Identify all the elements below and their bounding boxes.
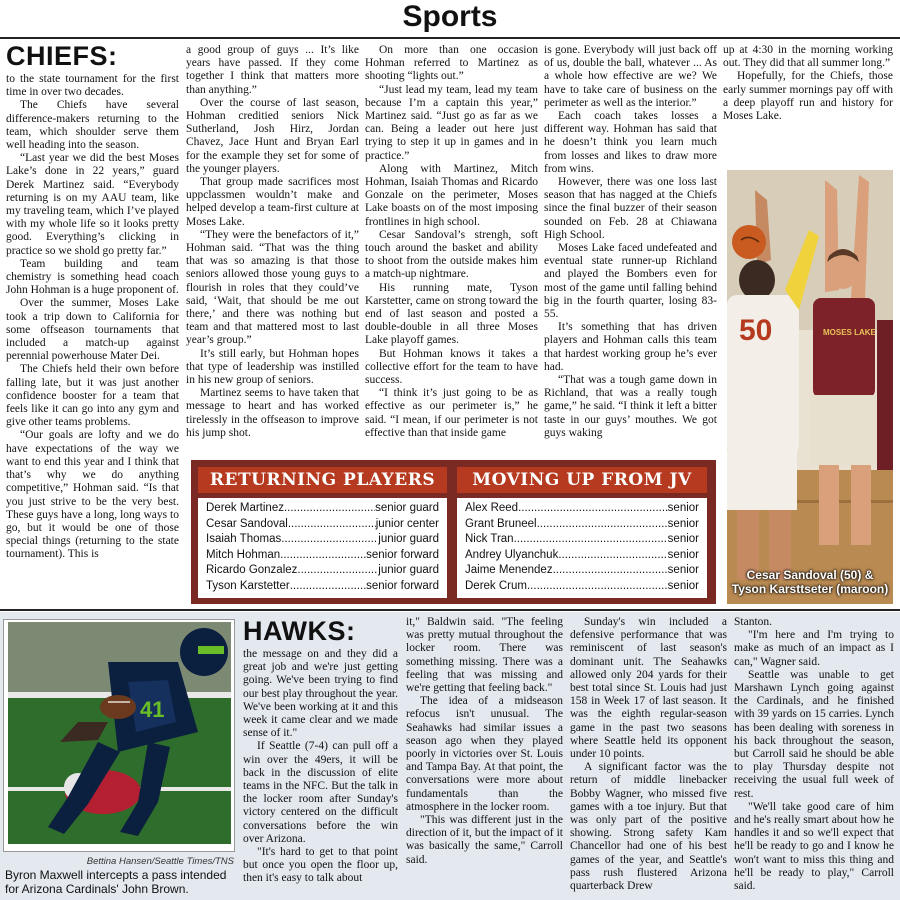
article-paragraph: Over the course of last season, Hohman creditied seniors Nick Sutherland, Josh Hirz, Jordan Chavez, Jace Hunt and Bryan Earl for the example they set for some of the younger players. <box>186 96 359 175</box>
player-position: senior <box>667 548 699 561</box>
player-name: Andrey Ulyanchuk <box>465 548 559 561</box>
chiefs-column-3 <box>365 44 538 454</box>
hawks-column-4 <box>734 616 894 896</box>
player-position: junior guard <box>378 564 439 576</box>
leader-dots <box>537 517 668 533</box>
roster-row <box>206 548 439 564</box>
hawks-column-2 <box>406 616 563 896</box>
player-name: Isaiah Thomas <box>206 533 282 545</box>
article-paragraph: A significant factor was the return of middle linebacker Bobby Wagner, who missed five games with a toe injury. But that was only part of the positive showing. Strong safety Kam Chancellor had one of his best games of the year, and Seattle's pass rush flustered Arizona quarterback Drew <box>570 761 727 893</box>
player-position: senior guard <box>375 502 439 514</box>
player-name: Alex Reed <box>465 502 519 514</box>
roster-row <box>206 532 439 548</box>
roster-row <box>465 563 699 579</box>
article-paragraph: Each coach takes losses a different way. Hohman has said that he doesn’t think you learn much from losses and likes to draw more from wins. <box>544 110 717 175</box>
player-name: Derek Martinez <box>206 502 284 514</box>
article-paragraph: “Just lead my team, lead my team because I’m a captain this year,” Martinez said. “Just go as far as we can. Being a leader out here just trying to step it up in games and in practice.” <box>365 83 538 162</box>
hawks-column-1 <box>243 616 398 896</box>
article-paragraph: The idea of a midseason refocus isn't unusual. The Seahawks had similar issues a season ago when they played poorly in victories over St. Louis and Tampa Bay. At that point, the conversations were more about fundamentals than the atmosphere in the locker room. <box>406 695 563 813</box>
roster-box <box>191 460 716 604</box>
hawks-column-3 <box>570 616 727 896</box>
article-paragraph: The Chiefs have several difference-makers returning to the team, which shoulder serve them well heading into the season. <box>6 99 179 152</box>
article-paragraph: Stanton. <box>734 616 773 628</box>
article-paragraph: Cesar Sandoval’s strengh, soft touch around the basket and ability to shoot from the outside makes him a match-up nightmare. <box>365 228 538 281</box>
article-paragraph: “They were the benefactors of it,” Hohman said. “That was the thing that was so amazing is that those seniors allowed those young guys to flourish in roles that they could’ve said, ‘Wait, that should be me out there,’ and there was nothing but team and that mattered most to last year’s group.” <box>186 228 359 347</box>
player-name: Grant Bruneel <box>465 517 537 530</box>
article-paragraph: is gone. Everybody will just back off of us, double the ball, whatever ... As a whole how effective are we? We have to take care of business on the perimeter as well as the interior.” <box>544 44 717 109</box>
article-paragraph: “That was a tough game down in Richland, that was a really tough game,” he said. “I think it left a bitter taste in our guys’ mouthes. We got guys waking <box>544 374 717 439</box>
article-paragraph: But Hohman knows it takes a collective effort for the team to have success. <box>365 347 538 387</box>
leader-dots <box>280 548 366 564</box>
article-paragraph: Sunday's win included a defensive performance that was reminiscent of last season's dominant unit. The Seahawks allowed only 204 yards for their best total since St. Louis had just 158 in Week 17 of last season. It was the eighth regular-season game in the past two seasons where Seattle held its opponent under 10 points. <box>570 616 727 761</box>
article-paragraph: up at 4:30 in the morning working out. They did that all summer long.” <box>723 44 893 70</box>
article-paragraph: “Last year we did the best Moses Lake’s done in 22 years,” guard Derek Martinez said. “Everybody returning is on my AAU team, like my traveling team, which I’ve played with my whole life so it looks pretty good. Everything’s clicking in practice so we shold go pretty far.” <box>6 152 179 257</box>
article-paragraph: Along with Martinez, Mitch Hohman, Isaiah Thomas and Ricardo Gonzale on the perimeter, Moses Lake boasts on of the most imposing frontlines in high school. <box>365 162 538 228</box>
article-paragraph: Team building and team chemistry is something head coach John Hohman is a huge proponent of. <box>6 257 179 297</box>
roster-row <box>206 579 439 595</box>
roster-row <box>465 517 699 533</box>
article-paragraph: "It's hard to get to that point but once you open the floor up, then it's easy to talk about <box>243 846 398 885</box>
leader-dots <box>553 563 668 579</box>
leader-dots <box>558 548 667 564</box>
moving-up-heading: MOVING UP FROM JV <box>457 467 707 493</box>
leader-dots <box>527 579 668 595</box>
leader-dots <box>518 501 668 517</box>
player-position: senior <box>667 533 699 545</box>
leader-dots <box>514 532 668 548</box>
article-paragraph: Seattle was unable to get Marshawn Lynch going against the Cardinals, and he finished with 39 yards on 15 carries. Lynch has been dealing with soreness in his back throughout the season, but Carroll said he should be able to play Thursday despite not receiving the usual full week of rest. <box>734 668 894 800</box>
article-paragraph: "I'm here and I'm trying to make as much of an impact as I can," Wagner said. <box>734 629 894 668</box>
moving-up-list <box>457 498 707 598</box>
chiefs-column-2 <box>186 44 359 454</box>
article-paragraph: "We'll take good care of him and he's really smart about how he handles it and so we'll expect that he'll be ready to go and I know he won't want to miss this thing and he'll be ready to play," Carroll said. <box>734 800 894 893</box>
player-position: senior <box>667 579 699 592</box>
jersey-number-50: 50 <box>739 314 773 347</box>
player-position: senior forward <box>366 548 439 561</box>
chiefs-photo-caption-line1: Cesar Sandoval (50) & <box>746 568 874 582</box>
article-paragraph: On more than one occasion Hohman referred to Martinez as shooting “lights out.” <box>365 44 538 83</box>
article-paragraph: That group made sacrifices most uppclassmen wouldn’t make and helped develop a team-first culture at Moses Lake. <box>186 176 359 228</box>
roster-row <box>465 501 699 517</box>
hawks-football-photo <box>8 622 231 844</box>
article-paragraph: “Our goals are lofty and we do have expectations of the way we want to end this year and I think that that’s why we do anything competitive,” Hohman said. “Is that you just strive to be the very best. These guys have a long, long ways to go, but it would be one of those special things (returning to the state tournament). This is <box>6 429 179 561</box>
player-position: junior guard <box>378 533 439 545</box>
maroon-jersey-text: MOSES LAKE <box>823 328 876 337</box>
hawks-photo-caption: Byron Maxwell intercepts a pass intended for Arizona Cardinals' John Brown. <box>5 868 227 896</box>
player-name: Derek Crum <box>465 579 527 592</box>
player-position: junior center <box>375 517 439 530</box>
player-name: Tyson Karstetter <box>206 579 290 592</box>
roster-row <box>206 517 439 533</box>
section-divider <box>0 609 900 611</box>
chiefs-basketball-photo <box>727 170 893 604</box>
article-paragraph: a good group of guys ... It’s like years have passed. If they come together I think that matters more than anything.” <box>186 44 359 96</box>
roster-row <box>465 548 699 564</box>
article-paragraph: His running mate, Tyson Karstetter, came on strong toward the end of last season and posted a double-double in all three Moses Lake playoff games. <box>365 281 538 347</box>
chiefs-photo-caption <box>727 568 893 596</box>
article-paragraph: If Seattle (7-4) can pull off a win over the 49ers, it will be back in the discussion of elite teams in the NFC. But the talk in the locker room after Sunday's victory centered on the difficult conversations before the win over Arizona. <box>243 740 398 845</box>
chiefs-photo-caption-line2: Tyson Karsttseter (maroon) <box>731 582 889 596</box>
chiefs-kicker: CHIEFS: <box>6 41 118 71</box>
top-divider <box>0 37 900 39</box>
article-paragraph: "This was different just in the direction of it, but the impact of it was basically the same," Carroll said. <box>406 814 563 866</box>
article-paragraph: However, there was one loss last season that has nagged at the Chiefs since the final buzzer of their season sounded on Feb. 28 at Chiawana High School. <box>544 176 717 241</box>
hawks-kicker: HAWKS: <box>243 616 356 646</box>
jersey-number-41: 41 <box>140 697 165 722</box>
leader-dots <box>297 563 378 579</box>
player-name: Jaime Menendez <box>465 564 553 576</box>
hawks-photo-credit: Bettina Hansen/Seattle Times/TNS <box>86 856 234 867</box>
leader-dots <box>288 517 376 533</box>
roster-row <box>465 532 699 548</box>
chiefs-column-1 <box>6 41 179 601</box>
article-paragraph: Martinez seems to have taken that message to heart and has worked tirelessly in the offseason to improve his jump shot. <box>186 387 359 439</box>
player-name: Nick Tran <box>465 533 514 545</box>
chiefs-column-5 <box>723 44 893 144</box>
player-position: senior <box>667 564 699 576</box>
football-scene-illustration <box>8 622 231 844</box>
returning-players-list <box>198 498 447 598</box>
leader-dots <box>281 532 378 548</box>
article-paragraph: It’s something that has driven players and Hohman calls this team that hardest working group he’s ever had. <box>544 321 717 373</box>
section-title: Sports <box>402 0 498 33</box>
article-paragraph: Hopefully, for the Chiefs, those early summer mornings pay off with a deep playoff run and history for Moses Lake. <box>723 70 893 123</box>
article-paragraph: it," Baldwin said. "The feeling was pretty mutual throughout the locker room. There was something missing. There was a feeling that was missing and we're getting that feeling back." <box>406 616 563 695</box>
player-name: Cesar Sandoval <box>206 517 288 530</box>
roster-row <box>465 579 699 595</box>
article-paragraph: to the state tournament for the first time in over two decades. <box>6 73 179 99</box>
chiefs-column-4 <box>544 44 717 454</box>
article-paragraph: It’s still early, but Hohman hopes that type of leadership was instilled in his new group of seniors. <box>186 347 359 387</box>
player-position: senior <box>667 517 699 530</box>
article-paragraph: Moses Lake faced undefeated and eventual state runner-up Richland and played the Bombers even for most of the game until falling behind big in the fourth quarter, losing 83-55. <box>544 242 717 321</box>
article-paragraph: “I think it’s just going to be as effective as our perimeter is,” he said. “I mean, if our perimeter is not effective than that inside game <box>365 387 538 439</box>
basketball-scene-illustration <box>727 170 893 604</box>
leader-dots <box>284 501 375 517</box>
player-position: senior forward <box>366 579 439 592</box>
roster-row <box>206 563 439 579</box>
article-paragraph: the message on and they did a great job and we're just getting going. We've been trying to find our best play throughout the year. We've been working at it and this week it came clear and we made sense of it." <box>243 648 398 740</box>
returning-players-heading: RETURNING PLAYERS <box>198 467 447 493</box>
player-name: Mitch Hohman <box>206 548 281 561</box>
player-name: Ricardo Gonzalez <box>206 564 298 576</box>
article-paragraph: The Chiefs held their own before falling late, but it was just another confidence booster for a team that feels like it can go into any gym and give other teams problems. <box>6 363 179 429</box>
player-position: senior <box>667 502 699 514</box>
leader-dots <box>290 579 366 595</box>
article-paragraph: Over the summer, Moses Lake took a trip down to California for some offseason tournaments that included a match-up against perennial powerhouse Mater Dei. <box>6 297 179 363</box>
roster-row <box>206 501 439 517</box>
